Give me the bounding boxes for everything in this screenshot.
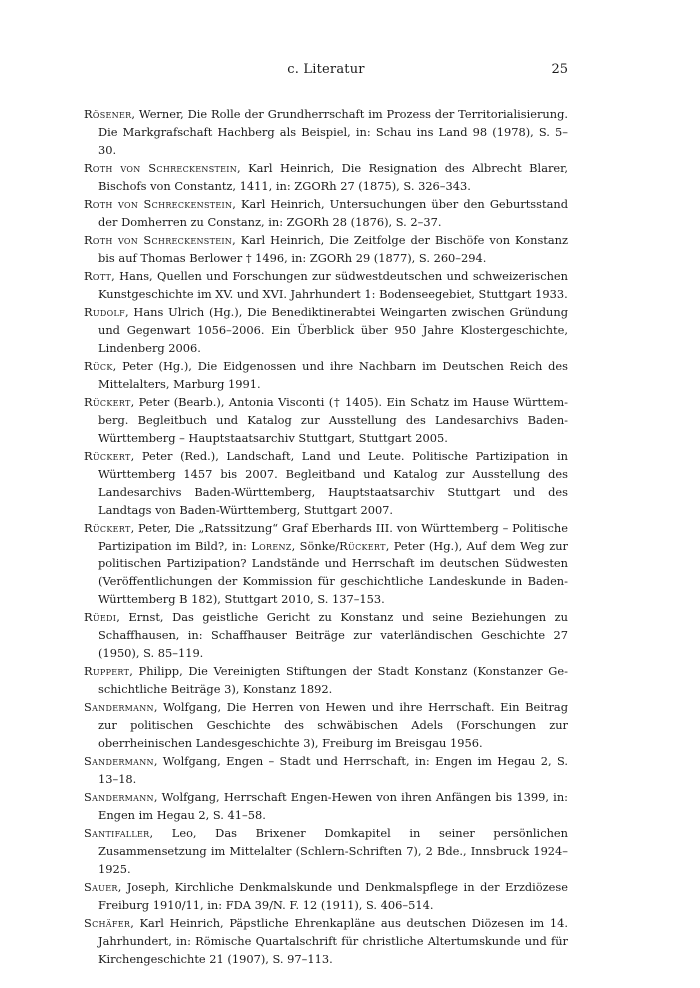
entry-text-mid: , Sönke/: [291, 538, 340, 553]
entry-text: , Peter (Bearb.), Antonia Visconti († 1405). Ein Schatz im Hause Württemberg. Begleitbuch und Katalog zur Ausstellung des Landesarchivs Baden-Württemberg – Hauptstaatsarchiv Stuttgart, Stuttgart 2005.: [98, 395, 568, 445]
bibliography-entry: [84, 394, 568, 447]
entry-text: , Leo, Das Brixener Domkapitel in seiner persönlichen Zusammensetzung im Mittelalter (Schlern-Schriften 7), 2 Bde., Innsbruck 1924–1925.: [98, 826, 568, 876]
entry-text: , Hans, Quellen und Forschungen zur südwestdeutschen und schweizerischen Kunstgeschichte im XV. und XVI. Jahrhundert 1: Bodenseegebiet, Stuttgart 1933.: [98, 269, 568, 301]
bibliography-entry: [84, 268, 568, 304]
entry-text-before: , Peter, Die „Ratssitzung“ Graf Eberhards III. von Württemberg – Politische Partizipation im Bild?, in:: [98, 520, 568, 553]
bibliography-entry: [84, 448, 568, 519]
entry-text: , Karl Heinrich, Untersuchungen über den Geburtsstand der Domherren zu Constanz, in: ZGORh 28 (1876), S. 2–37.: [98, 196, 568, 229]
entry-author: Sauer: [84, 880, 118, 895]
bibliography-entry: [84, 915, 568, 968]
entry-author: Rösener: [84, 107, 132, 121]
bibliography-entry: [84, 825, 568, 878]
bibliography-entry: [84, 663, 568, 699]
entry-text: , Peter (Red.), Landschaft, Land und Leute. Politische Partizipation in Württemberg 1457 bis 2007. Begleitband und Katalog zur Ausstellung des Landesarchivs Baden-Württemberg, Hauptstaatsarchiv Stuttgart und des Landtags von Baden-Württemberg, Stuttgart 2007.: [98, 449, 568, 517]
entry-author: Sandermann: [84, 754, 154, 769]
bibliography-entry: [84, 520, 568, 609]
bibliography-entry: [84, 304, 568, 357]
bibliography-entry: [84, 196, 568, 232]
entry-text: , Karl Heinrich, Die Resignation des Albrecht Blarer, Bischofs von Constantz, 1411, in: ZGORh 27 (1875), S. 326–343.: [98, 160, 568, 193]
entry-author: Rüedi: [84, 610, 117, 625]
entry-author: Rück: [84, 359, 113, 374]
entry-author: Rott: [84, 269, 112, 284]
bibliography-entry: [84, 699, 568, 752]
bibliography-entry: [84, 609, 568, 662]
entry-author: Rückert: [84, 395, 131, 410]
entry-coauthor: Lorenz: [251, 538, 292, 553]
entry-text: , Werner, Die Rolle der Grundherrschaft im Prozess der Territorialisierung. Die Markgrafschaft Hachberg als Beispiel, in: Schau ins Land 98 (1978), S. 5–30.: [98, 107, 568, 157]
bibliography-entry: [84, 753, 568, 789]
entry-text: , Wolfgang, Die Herren von Hewen und ihre Herrschaft. Ein Beitrag zur politischen Geschichte des schwäbischen Adels (Forschungen zur oberrheinischen Landesgeschichte 3), Freiburg im Breisgau 1956.: [98, 700, 568, 750]
entry-author: Roth von Schreckenstein: [84, 160, 238, 175]
entry-text: , Joseph, Kirchliche Denkmalskunde und Denkmalspflege in der Erzdiözese Freiburg 1910/11, in: FDA 39/N. F. 12 (1911), S. 406–514.: [98, 880, 568, 913]
entry-text: , Wolfgang, Herrschaft Engen-Hewen von ihren Anfängen bis 1399, in: Engen im Hegau 2, S. 41–58.: [98, 790, 568, 823]
entry-author: Santifaller: [84, 826, 150, 841]
entry-author: Roth von Schreckenstein: [84, 196, 233, 211]
document-page: [84, 62, 568, 969]
entry-text: , Wolfgang, Engen – Stadt und Herrschaft, in: Engen im Hegau 2, S. 13–18.: [98, 754, 568, 786]
entry-text: , Ernst, Das geistliche Gericht zu Konstanz und seine Beziehungen zu Schaffhausen, in: Schaffhauser Beiträge zur vaterländischen Geschichte 27 (1950), S. 85–119.: [98, 610, 568, 660]
entry-text: , Karl Heinrich, Päpstliche Ehrenkapläne aus deutschen Diözesen im 14. Jahrhundert, in: Römische Quartalschrift für christliche Altertumskunde und für Kirchengeschichte 21 (1907), S. 97–113.: [98, 916, 568, 966]
bibliography-entry: [84, 106, 568, 159]
bibliography-entry: [84, 879, 568, 915]
entry-text: , Peter (Hg.), Auf dem Weg zur politischen Partizipation? Landstände und Herrschaft im deutschen Südwesten (Veröffentlichungen der Kommission für geschichtliche Landeskunde in Baden-Württemberg B 182), Stuttgart 2010, S. 137–153.: [98, 538, 568, 607]
running-header: [84, 62, 568, 82]
entry-text: , Peter (Hg.), Die Eidgenossen und ihre Nachbarn im Deutschen Reich des Mittelalters, Marburg 1991.: [98, 359, 568, 391]
entry-text: , Hans Ulrich (Hg.), Die Benediktinerabtei Weingarten zwischen Gründung und Gegenwart 1056–2006. Ein Überblick über 950 Jahre Klostergeschichte, Lindenberg 2006.: [98, 305, 568, 355]
entry-author: Rudolf: [84, 305, 125, 320]
entry-author: Rückert: [84, 520, 131, 535]
bibliography-entry: [84, 160, 568, 196]
entry-text: , Philipp, Die Vereinigten Stiftungen der Stadt Konstanz (Konstanzer Geschichtliche Beiträge 3), Konstanz 1892.: [98, 664, 568, 696]
page-number: 25: [551, 62, 568, 77]
entry-author: Roth von Schreckenstein: [84, 233, 233, 248]
section-title: c. Literatur: [287, 62, 365, 77]
bibliography-entry: [84, 358, 568, 394]
entry-text: , Karl Heinrich, Die Zeitfolge der Bischöfe von Konstanz bis auf Thomas Berlower † 1496, in: ZGORh 29 (1877), S. 260–294.: [98, 233, 569, 265]
entry-author: Rückert: [84, 449, 131, 464]
bibliography-entry: [84, 789, 568, 825]
bibliography-list: [84, 106, 568, 969]
entry-author: Schäfer: [84, 916, 131, 931]
entry-author: Ruppert: [84, 664, 130, 679]
entry-coauthor: Rückert: [339, 538, 386, 553]
bibliography-entry: [84, 232, 568, 268]
entry-author: Sandermann: [84, 790, 154, 805]
entry-author: Sandermann: [84, 700, 154, 715]
